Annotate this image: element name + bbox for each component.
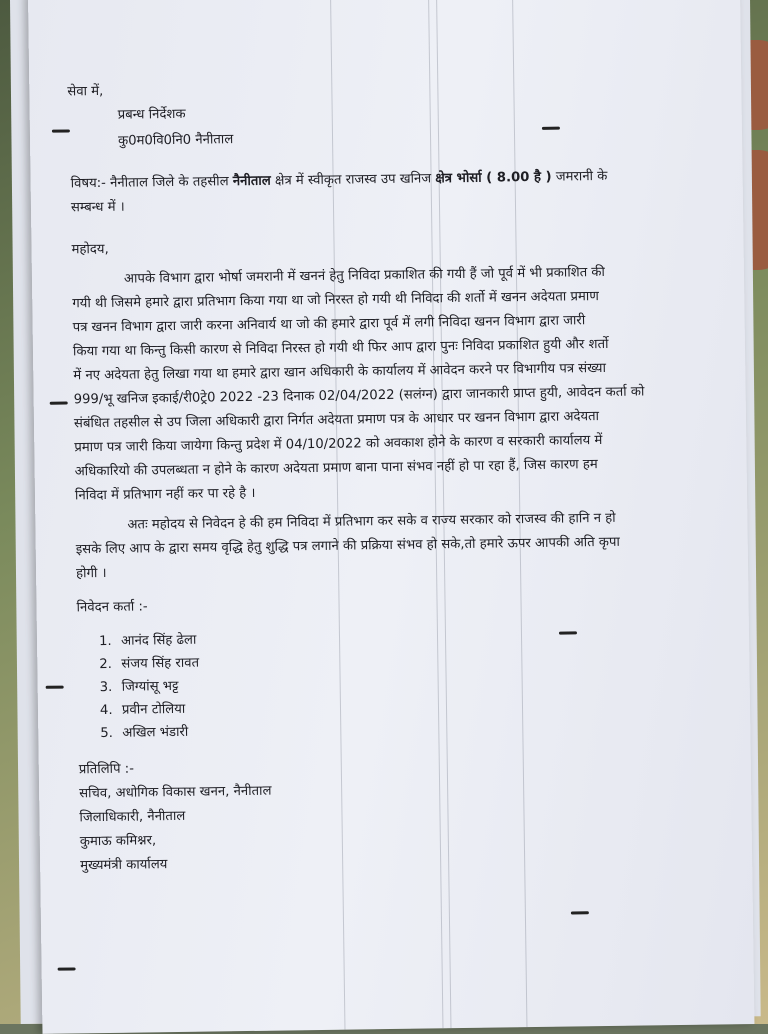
scan-mark <box>46 686 64 689</box>
paragraph-1-line: पत्र खनन विभाग द्वारा जारी करना अनिवार्य था जो की हमारे द्वारा पूर्व में लगी निविदा खनन विभाग द्वारा जारी <box>72 313 586 336</box>
applicants-heading: निवेदन कर्ता :- <box>76 599 148 616</box>
applicant-name: जिग्यांसू भट्ट <box>121 678 179 695</box>
applicant-name: आनंद सिंह ढेला <box>120 632 197 649</box>
paragraph-2-line: होगी । <box>75 565 107 582</box>
applicant-number: 4. <box>99 702 113 719</box>
paragraph-2-line: इसके लिए आप के द्वारा समय वृद्धि हेतु शुद्धि पत्र लगाने की प्रक्रिया संभव हो सके,तो हमारे ऊपर आपकी अति कृपा <box>75 534 621 558</box>
paragraph-1-line: निविदा में प्रतिभाग नहीं कर पा रहे है । <box>74 485 256 504</box>
scan-mark <box>52 129 70 132</box>
salutation-to: सेवा में, <box>67 83 104 100</box>
scan-mark <box>58 967 76 970</box>
applicant-item <box>100 676 179 695</box>
scan-mark <box>559 631 577 634</box>
paragraph-1-line: आपके विभाग द्वारा भोर्षा जमरानी में खननं हेतु निविदा प्रकाशित की गयी हैं जो पूर्व में भी प्रकाशित की <box>123 264 606 287</box>
subject-middle: क्षेत्र में स्वीकृत राजस्व उप खनिज <box>270 171 436 189</box>
applicant-item <box>99 653 199 672</box>
applicant-number: 2. <box>99 656 113 673</box>
paragraph-1-line: किया गया था किन्तु किसी कारण से निविदा निरस्त हो गयी थी फिर आप द्वारा पुनः निविदा प्रकाशित हुयी और शर्तो <box>72 336 609 360</box>
applicant-number: 1. <box>98 633 112 650</box>
scan-mark <box>571 911 589 914</box>
applicant-item <box>100 722 188 741</box>
subject-end: जमरानी के <box>551 168 608 185</box>
subject-prefix: विषय:- नैनीताल जिले के तहसील <box>70 174 233 192</box>
subject-tehsil: नैनीताल <box>232 173 271 190</box>
paragraph-1-line: गयी थी जिसमे हमारे द्वारा प्रतिभाग किया गया था जो निरस्त हो गयी थी निविदा की शर्तो में खनन अदेयता प्रमाण <box>72 289 599 312</box>
recipient-title: प्रबन्ध निर्देशक <box>117 106 186 123</box>
copy-recipient: कुमाऊ कमिश्नर, <box>79 833 157 850</box>
copy-recipient: मुख्यमंत्री कार्यालय <box>80 857 168 874</box>
applicant-name: प्रवीन टोलिया <box>121 701 186 718</box>
subject-line-1 <box>71 166 608 191</box>
greeting: महोदय, <box>71 241 109 258</box>
applicant-name: अखिल भंडारी <box>122 724 189 741</box>
paragraph-2-line: अतः महोदय से निवेदन हे की हम निविदा में प्रतिभाग कर सके व राज्य सरकार को राजस्व की हानि न हो <box>127 510 616 533</box>
subject-line-2: सम्बन्ध में । <box>70 199 125 216</box>
copy-heading: प्रतिलिपि :- <box>78 761 135 778</box>
applicant-name: संजय सिंह रावत <box>121 655 200 672</box>
applicant-item <box>100 699 185 718</box>
applicant-number: 5. <box>100 725 114 742</box>
paragraph-1-line: अधिकारियो की उपलब्धता न होने के कारण अदेयता प्रमाण बाना पाना संभव नहीं हो पा रहा हैं, जिस कारण हम <box>74 457 598 480</box>
applicant-item <box>99 630 197 649</box>
scan-mark <box>542 127 560 130</box>
applicant-number: 3. <box>99 679 113 696</box>
scan-mark <box>50 401 68 404</box>
copy-recipient: सचिव, अधोगिक विकास खनन, नैनीताल <box>79 783 272 802</box>
paragraph-1-line: प्रमाण पत्र जारी किया जायेगा किन्तु प्रदेश में 04/10/2022 को अवकाश होने के कारण व सरकारी कार्यालय में <box>74 433 603 456</box>
recipient-org: कु0म0वि0नि0 नैनीताल <box>117 132 234 149</box>
paragraph-1-line: संबंधित तहसील से उप जिला अधिकारी द्वारा निर्गत अदेयता प्रमाण पत्र के आधार पर खनन विभाग द्वारा अदेयता <box>73 409 600 432</box>
paragraph-1-line: 999/भू खनिज इकाई/री0ट्रे0 2022 -23 दिनाक 02/04/2022 (सलंग्न) द्वारा जानकारी प्राप्त हुयी, आवेदन कर्ता को <box>73 384 645 408</box>
subject-area: क्षेत्र भोर्सा ( 8.00 है ) <box>435 169 552 187</box>
paragraph-1-line: में नए अदेयता हेतु लिखा गया था हमारे द्वारा खान अधिकारी के कार्यालय में आवेदन करने पर विभागीय पत्र संख्या <box>73 360 607 384</box>
letter-page <box>28 0 754 1034</box>
copy-recipient: जिलाधिकारी, नैनीताल <box>79 808 186 826</box>
